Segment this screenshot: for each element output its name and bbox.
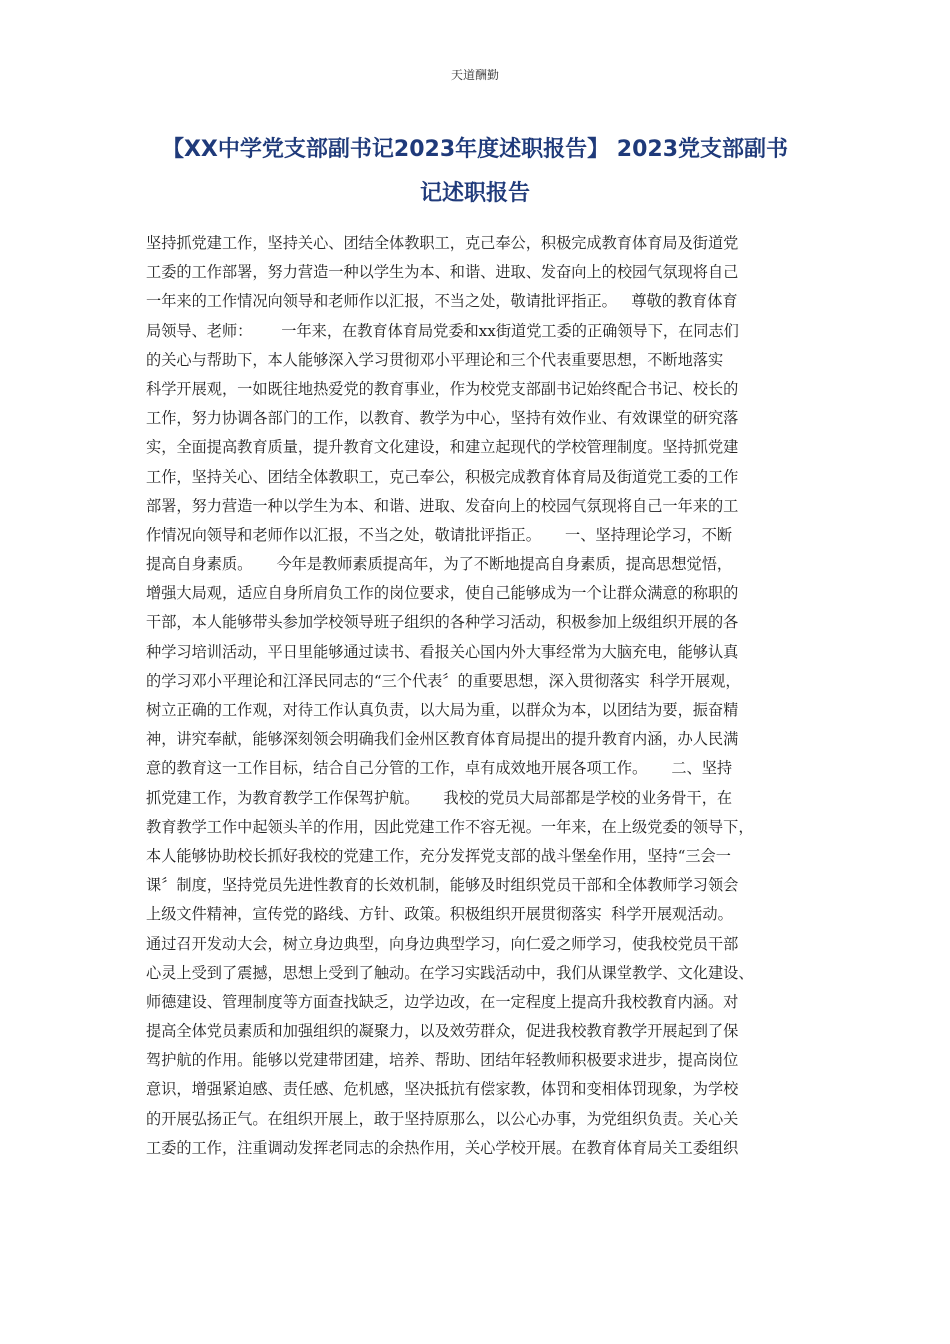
body-line: 工作，坚持关心、团结全体教职工，克己奉公，积极完成教育体育局及街道党工委的工作 [146,467,739,486]
body-line: 课〞制度，坚持党员先进性教育的长效机制，能够及时组织党员干部和全体教师学习领会 [146,876,739,895]
body-line: 工委的工作部署，努力营造一种以学生为本、和谐、进取、发奋向上的校园气氛现将自己 [146,263,739,282]
body-line: 提高自身素质。 今年是教师素质提高年，为了不断地提高自身素质，提高思想觉悟， [146,555,733,574]
document-body [146,229,806,1163]
body-line: 本人能够协助校长抓好我校的党建工作，充分发挥党支部的战斗堡垒作用，坚持“三会一 [146,846,731,865]
body-line: 意的教育这一工作目标，结合自己分管的工作，卓有成效地开展各项工作。 二、坚持 [146,759,733,778]
body-line: 科学开展观，一如既往地热爱党的教育事业，作为校党支部副书记始终配合书记、校长的 [146,379,739,398]
body-line: 上级文件精神，宣传党的路线、方针、政策。积极组织开展贯彻落实 科学开展观活动。 [146,905,733,924]
body-line: 提高全体党员素质和加强组织的凝聚力，以及效劳群众，促进我校教育教学开展起到了保 [146,1022,739,1041]
body-line: 的开展弘扬正气。在组织开展上，敢于坚持原那么，以公心办事，为党组织负责。关心关 [146,1109,739,1128]
body-line: 工作，努力协调各部门的工作，以教育、教学为中心，坚持有效作业、有效课堂的研究落 [146,409,739,428]
body-line: 驾护航的作用。能够以党建带团建，培养、帮助、团结年轻教师积极要求进步，提高岗位 [146,1051,739,1070]
body-line: 抓党建工作，为教育教学工作保驾护航。 我校的党员大局部都是学校的业务骨干，在 [146,788,733,807]
title-line: 【XX中学党支部副书记2023年度述职报告】 2023党支部副书 [161,137,789,162]
body-line: 作情况向领导和老师作以汇报，不当之处，敬请批评指正。 一、坚持理论学习，不断 [146,525,733,544]
title-line: 记述职报告 [419,181,530,206]
body-line: 种学习培训活动，平日里能够通过读书、看报关心国内外大事经常为大脑充电，能够认真 [146,642,739,661]
body-line: 坚持抓党建工作，坚持关心、团结全体教职工，克己奉公，积极完成教育体育局及街道党 [146,234,739,252]
document-title [120,128,830,216]
body-line: 心灵上受到了震撼，思想上受到了触动。在学习实践活动中，我们从课堂教学、文化建设、 [146,963,754,982]
body-line: 的关心与帮助下，本人能够深入学习贯彻邓小平理论和三个代表重要思想，不断地落实 [146,350,724,369]
body-line: 神，讲究奉献，能够深刻领会明确我们金州区教育体育局提出的提升教育内涵，办人民满 [146,730,739,749]
body-line: 干部，本人能够带头参加学校领导班子组织的各种学习活动，积极参加上级组织开展的各 [146,613,739,632]
body-line: 通过召开发动大会，树立身边典型，向身边典型学习，向仁爱之师学习，使我校党员干部 [146,934,739,953]
body-line: 工委的工作，注重调动发挥老同志的余热作用，关心学校开展。在教育体育局关工委组织 [146,1138,739,1157]
body-line: 增强大局观，适应自身所肩负工作的岗位要求，使自己能够成为一个让群众满意的称职的 [146,584,739,603]
body-line: 部署，努力营造一种以学生为本、和谐、进取、发奋向上的校园气氛现将自己一年来的工 [146,496,739,515]
body-line: 的学习邓小平理论和江泽民同志的“三个代表〞的重要思想，深入贯彻落实 科学开展观， [146,671,741,690]
body-line: 局领导、老师： 一年来，在教育体育局党委和xx街道党工委的正确领导下，在同志们 [146,321,739,340]
body-line: 一年来的工作情况向领导和老师作以汇报，不当之处，敬请批评指正。 尊敬的教育体育 [146,292,738,311]
body-line: 教育教学工作中起领头羊的作用，因此党建工作不容无视。一年来，在上级党委的领导下， [146,817,754,836]
body-line: 实，全面提高教育质量，提升教育文化建设，和建立起现代的学校管理制度。坚持抓党建 [146,438,739,457]
body-line: 意识，增强紧迫感、责任感、危机感，坚决抵抗有偿家教，体罚和变相体罚现象，为学校 [146,1080,739,1099]
page-header: 天道酬勤 [450,68,499,82]
body-line: 师德建设、管理制度等方面查找缺乏，边学边改，在一定程度上提高升我校教育内涵。对 [146,992,739,1011]
body-line: 树立正确的工作观，对待工作认真负责，以大局为重，以群众为本，以团结为要，振奋精 [146,701,739,719]
